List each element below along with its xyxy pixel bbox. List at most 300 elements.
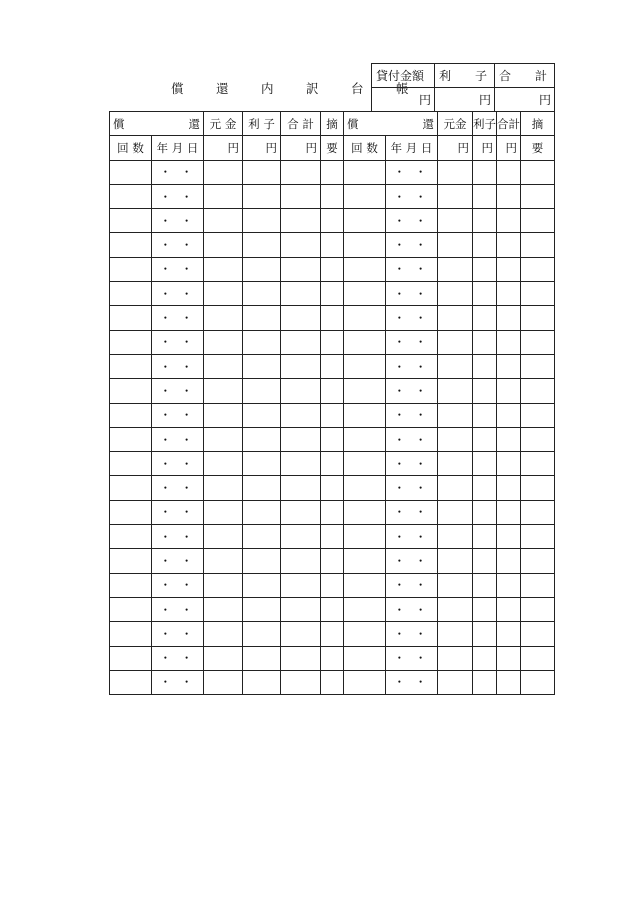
table-row [110, 209, 555, 233]
table-row [110, 597, 555, 621]
date-cell: ・ ・ [386, 670, 438, 694]
ledger-cell [321, 525, 344, 549]
principal-header: 元 金 [204, 112, 243, 136]
date-cell: ・ ・ [152, 670, 204, 694]
ledger-cell [321, 184, 344, 208]
ledger-cell [281, 282, 321, 306]
table-row [110, 282, 555, 306]
header-row-2 [110, 136, 555, 160]
ledger-cell [438, 257, 473, 281]
ledger-cell [344, 573, 386, 597]
ledger-cell [344, 500, 386, 524]
repay-header-right: 償 還 [344, 112, 438, 136]
ledger-cell [243, 476, 281, 500]
ledger-cell [473, 500, 497, 524]
table-row [110, 257, 555, 281]
interest-unit: 円 [435, 88, 495, 112]
ledger-cell [438, 160, 473, 184]
ledger-cell [281, 306, 321, 330]
ledger-cell [281, 476, 321, 500]
ledger-cell [473, 597, 497, 621]
ledger-cell [497, 622, 521, 646]
summary-table [371, 63, 555, 112]
ledger-cell [204, 500, 243, 524]
ledger-cell [321, 500, 344, 524]
date-cell: ・ ・ [386, 330, 438, 354]
ledger-cell [521, 354, 555, 378]
principal-header-2: 元金 [438, 112, 473, 136]
repay-header-left: 償 還 [110, 112, 204, 136]
ledger-cell [281, 330, 321, 354]
ledger-cell [344, 306, 386, 330]
ledger-cell [204, 549, 243, 573]
date-cell: ・ ・ [386, 597, 438, 621]
ledger-cell [438, 184, 473, 208]
total-unit: 円 [495, 88, 555, 112]
ledger-cell [281, 184, 321, 208]
ledger-cell [344, 160, 386, 184]
ledger-cell [438, 476, 473, 500]
ledger-cell [497, 403, 521, 427]
ledger-cell [344, 476, 386, 500]
ledger-cell [281, 233, 321, 257]
ledger-cell [438, 427, 473, 451]
ledger-cell [110, 209, 152, 233]
ledger-cell [110, 160, 152, 184]
table-row [110, 354, 555, 378]
ledger-cell [473, 184, 497, 208]
ledger-cell [438, 354, 473, 378]
ledger-cell [438, 597, 473, 621]
ledger-cell [110, 306, 152, 330]
ledger-cell [110, 282, 152, 306]
repayment-ledger-table [109, 111, 555, 695]
ledger-cell [204, 622, 243, 646]
ledger-cell [321, 549, 344, 573]
ledger-cell [473, 160, 497, 184]
ledger-cell [521, 646, 555, 670]
ledger-cell [321, 452, 344, 476]
total-col-unit-2: 円 [497, 136, 521, 160]
ledger-cell [110, 379, 152, 403]
ledger-cell [497, 160, 521, 184]
ledger-cell [243, 257, 281, 281]
ledger-cell [521, 160, 555, 184]
ledger-cell [243, 670, 281, 694]
ledger-cell [204, 646, 243, 670]
ledger-cell [321, 646, 344, 670]
ledger-cell [321, 282, 344, 306]
ledger-cell [344, 379, 386, 403]
ledger-cell [204, 209, 243, 233]
ledger-cell [521, 209, 555, 233]
table-row [110, 622, 555, 646]
date-cell: ・ ・ [152, 597, 204, 621]
ledger-cell [473, 306, 497, 330]
ledger-cell [473, 233, 497, 257]
ledger-cell [110, 452, 152, 476]
ledger-cell [281, 597, 321, 621]
ledger-cell [243, 209, 281, 233]
ledger-cell [521, 525, 555, 549]
ledger-cell [473, 525, 497, 549]
ledger-cell [321, 670, 344, 694]
date-cell: ・ ・ [386, 573, 438, 597]
ledger-cell [438, 233, 473, 257]
ledger-cell [204, 306, 243, 330]
ledger-cell [497, 354, 521, 378]
ledger-cell [497, 476, 521, 500]
ledger-cell [281, 525, 321, 549]
ledger-cell [344, 330, 386, 354]
ledger-cell [497, 549, 521, 573]
date-cell: ・ ・ [386, 354, 438, 378]
interest-col-unit: 円 [243, 136, 281, 160]
ledger-cell [243, 184, 281, 208]
header-row-1 [110, 112, 555, 136]
ledger-cell [473, 476, 497, 500]
ledger-cell [204, 597, 243, 621]
ledger-cell [438, 500, 473, 524]
ledger-cell [110, 500, 152, 524]
ledger-cell [243, 379, 281, 403]
remarks-header-top: 摘 [321, 112, 344, 136]
date-cell: ・ ・ [152, 306, 204, 330]
ledger-cell [204, 452, 243, 476]
ledger-cell [497, 646, 521, 670]
table-row [110, 160, 555, 184]
date-cell: ・ ・ [152, 646, 204, 670]
ledger-cell [321, 160, 344, 184]
ledger-cell [344, 403, 386, 427]
ledger-cell [321, 597, 344, 621]
ledger-cell [281, 670, 321, 694]
ledger-cell [473, 354, 497, 378]
ledger-cell [497, 597, 521, 621]
ledger-cell [204, 427, 243, 451]
interest-header: 利 子 [435, 64, 495, 88]
ledger-cell [497, 573, 521, 597]
date-cell: ・ ・ [152, 525, 204, 549]
ledger-cell [321, 403, 344, 427]
ledger-cell [321, 257, 344, 281]
ledger-cell [473, 282, 497, 306]
date-cell: ・ ・ [386, 452, 438, 476]
ledger-cell [473, 427, 497, 451]
ledger-cell [521, 622, 555, 646]
count-header: 回 数 [110, 136, 152, 160]
ledger-cell [321, 209, 344, 233]
ledger-cell [521, 670, 555, 694]
ledger-cell [281, 209, 321, 233]
date-cell: ・ ・ [386, 233, 438, 257]
principal-unit: 円 [204, 136, 243, 160]
ledger-cell [243, 646, 281, 670]
ledger-cell [497, 282, 521, 306]
ledger-cell [473, 257, 497, 281]
ledger-cell [243, 452, 281, 476]
date-cell: ・ ・ [152, 330, 204, 354]
ledger-cell [110, 330, 152, 354]
ledger-cell [243, 427, 281, 451]
ledger-cell [243, 354, 281, 378]
ledger-cell [110, 427, 152, 451]
table-row [110, 500, 555, 524]
ledger-cell [521, 452, 555, 476]
date-cell: ・ ・ [386, 500, 438, 524]
ledger-cell [204, 476, 243, 500]
ledger-cell [281, 549, 321, 573]
table-row [110, 403, 555, 427]
ledger-cell [497, 427, 521, 451]
date-cell: ・ ・ [152, 257, 204, 281]
ledger-cell [438, 403, 473, 427]
date-cell: ・ ・ [386, 646, 438, 670]
ledger-cell [438, 379, 473, 403]
ledger-cell [110, 549, 152, 573]
ledger-cell [281, 622, 321, 646]
ledger-cell [281, 160, 321, 184]
ledger-cell [243, 597, 281, 621]
ledger-cell [344, 184, 386, 208]
table-row [110, 670, 555, 694]
ledger-cell [321, 233, 344, 257]
interest-col-header-2: 利子 [473, 112, 497, 136]
date-cell: ・ ・ [386, 622, 438, 646]
date-cell: ・ ・ [386, 379, 438, 403]
ledger-cell [473, 646, 497, 670]
ledger-cell [344, 622, 386, 646]
ledger-cell [281, 452, 321, 476]
ledger-cell [204, 403, 243, 427]
ledger-cell [281, 500, 321, 524]
ledger-cell [438, 670, 473, 694]
date-cell: ・ ・ [152, 184, 204, 208]
ledger-cell [110, 573, 152, 597]
table-row [110, 233, 555, 257]
ledger-cell [344, 670, 386, 694]
table-row [110, 476, 555, 500]
remarks-header-top-2: 摘 [521, 112, 555, 136]
ledger-cell [110, 646, 152, 670]
ledger-cell [473, 403, 497, 427]
ledger-cell [473, 379, 497, 403]
ledger-cell [521, 306, 555, 330]
ledger-cell [344, 257, 386, 281]
ledger-cell [497, 209, 521, 233]
ledger-title: 償 還 内 訳 台 帳 [171, 81, 419, 96]
ledger-cell [521, 403, 555, 427]
ledger-cell [438, 209, 473, 233]
date-cell: ・ ・ [152, 573, 204, 597]
ledger-cell [497, 330, 521, 354]
ledger-cell [521, 233, 555, 257]
ledger-cell [473, 452, 497, 476]
total-col-header-2: 合計 [497, 112, 521, 136]
ledger-cell [204, 330, 243, 354]
ledger-cell [521, 330, 555, 354]
ledger-cell [497, 233, 521, 257]
table-row [110, 184, 555, 208]
ledger-cell [281, 427, 321, 451]
date-cell: ・ ・ [152, 427, 204, 451]
date-cell: ・ ・ [152, 452, 204, 476]
ledger-cell [521, 379, 555, 403]
ledger-cell [321, 622, 344, 646]
ledger-cell [281, 646, 321, 670]
ledger-cell [497, 257, 521, 281]
ledger-cell [521, 549, 555, 573]
ledger-cell [204, 257, 243, 281]
table-row [110, 452, 555, 476]
ledger-cell [321, 573, 344, 597]
date-cell: ・ ・ [386, 427, 438, 451]
ledger-cell [110, 184, 152, 208]
table-row [110, 573, 555, 597]
ledger-cell [243, 525, 281, 549]
loan-amount-header: 貸付金額 [372, 64, 435, 88]
ledger-cell [204, 525, 243, 549]
ledger-cell [204, 184, 243, 208]
date-cell: ・ ・ [386, 257, 438, 281]
ledger-cell [243, 622, 281, 646]
ledger-cell [243, 160, 281, 184]
ledger-cell [438, 573, 473, 597]
ledger-cell [521, 573, 555, 597]
ledger-cell [243, 549, 281, 573]
ledger-cell [204, 670, 243, 694]
ledger-cell [243, 233, 281, 257]
ledger-cell [521, 282, 555, 306]
ledger-cell [438, 549, 473, 573]
ledger-cell [497, 670, 521, 694]
ledger-cell [438, 330, 473, 354]
ledger-cell [497, 184, 521, 208]
ledger-cell [521, 597, 555, 621]
date-cell: ・ ・ [152, 476, 204, 500]
date-cell: ・ ・ [152, 209, 204, 233]
remarks-header-bottom-2: 要 [521, 136, 555, 160]
ledger-cell [281, 354, 321, 378]
ledger-cell [110, 403, 152, 427]
ledger-cell [497, 306, 521, 330]
ledger-cell [344, 282, 386, 306]
date-cell: ・ ・ [152, 549, 204, 573]
ledger-cell [110, 597, 152, 621]
ledger-cell [438, 306, 473, 330]
ledger-cell [473, 670, 497, 694]
ledger-cell [438, 452, 473, 476]
ledger-cell [110, 354, 152, 378]
ledger-cell [473, 549, 497, 573]
total-col-unit: 円 [281, 136, 321, 160]
ledger-cell [344, 427, 386, 451]
date-cell: ・ ・ [152, 379, 204, 403]
ledger-cell [321, 379, 344, 403]
ledger-cell [344, 597, 386, 621]
date-cell: ・ ・ [386, 160, 438, 184]
table-row [110, 549, 555, 573]
date-cell: ・ ・ [386, 184, 438, 208]
ledger-cell [344, 646, 386, 670]
ledger-cell [243, 330, 281, 354]
ledger-cell [204, 379, 243, 403]
ledger-cell [110, 476, 152, 500]
ledger-cell [344, 354, 386, 378]
ledger-cell [497, 500, 521, 524]
date-cell: ・ ・ [152, 160, 204, 184]
ledger-cell [473, 573, 497, 597]
date-header: 年 月 日 [152, 136, 204, 160]
ledger-cell [438, 622, 473, 646]
loan-amount-unit: 円 [372, 88, 435, 112]
date-cell: ・ ・ [152, 233, 204, 257]
ledger-cell [110, 670, 152, 694]
date-cell: ・ ・ [152, 622, 204, 646]
date-cell: ・ ・ [152, 500, 204, 524]
ledger-cell [110, 257, 152, 281]
remarks-header-bottom: 要 [321, 136, 344, 160]
ledger-cell [110, 233, 152, 257]
table-row [110, 306, 555, 330]
ledger-cell [321, 427, 344, 451]
ledger-cell [344, 209, 386, 233]
ledger-cell [243, 500, 281, 524]
ledger-cell [243, 573, 281, 597]
ledger-cell [521, 500, 555, 524]
date-header-2: 年 月 日 [386, 136, 438, 160]
date-cell: ・ ・ [152, 354, 204, 378]
ledger-cell [473, 622, 497, 646]
ledger-cell [243, 282, 281, 306]
count-header-2: 回 数 [344, 136, 386, 160]
ledger-cell [521, 184, 555, 208]
table-row [110, 646, 555, 670]
ledger-cell [473, 330, 497, 354]
ledger-cell [497, 452, 521, 476]
ledger-cell [243, 306, 281, 330]
date-cell: ・ ・ [152, 403, 204, 427]
total-header: 合 計 [495, 64, 555, 88]
table-row [110, 525, 555, 549]
ledger-cell [344, 549, 386, 573]
principal-unit-2: 円 [438, 136, 473, 160]
ledger-cell [204, 233, 243, 257]
table-row [110, 427, 555, 451]
date-cell: ・ ・ [386, 306, 438, 330]
date-cell: ・ ・ [386, 282, 438, 306]
ledger-cell [438, 282, 473, 306]
ledger-cell [281, 257, 321, 281]
ledger-cell [438, 525, 473, 549]
ledger-cell [497, 379, 521, 403]
ledger-cell [204, 354, 243, 378]
ledger-cell [281, 403, 321, 427]
interest-col-unit-2: 円 [473, 136, 497, 160]
ledger-cell [344, 525, 386, 549]
ledger-cell [321, 476, 344, 500]
ledger-cell [243, 403, 281, 427]
date-cell: ・ ・ [152, 282, 204, 306]
ledger-cell [438, 646, 473, 670]
table-row [110, 379, 555, 403]
ledger-cell [321, 306, 344, 330]
ledger-cell [110, 622, 152, 646]
ledger-cell [521, 476, 555, 500]
date-cell: ・ ・ [386, 209, 438, 233]
ledger-cell [473, 209, 497, 233]
ledger-cell [204, 573, 243, 597]
